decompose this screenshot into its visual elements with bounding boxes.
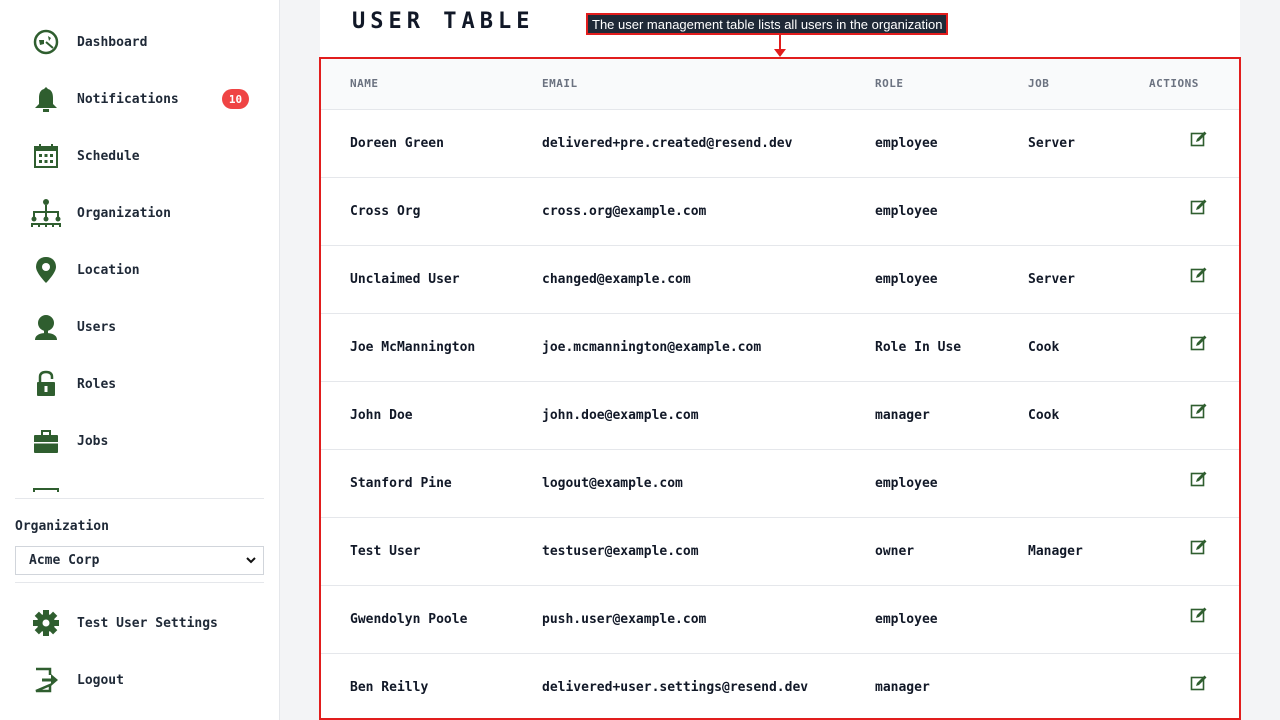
edit-user-button[interactable]: [1190, 334, 1208, 352]
sidebar-item-label: Notifications: [77, 91, 179, 107]
sidebar-item-dashboard[interactable]: [30, 22, 260, 62]
edit-user-button[interactable]: [1190, 538, 1208, 556]
column-header-actions: ACTIONS: [1139, 59, 1239, 109]
user-name-cell: Gwendolyn Poole: [350, 611, 468, 627]
column-header-role: ROLE: [875, 59, 1028, 109]
user-email-cell: delivered+user.settings@resend.dev: [542, 679, 809, 695]
user-actions-cell: [1139, 585, 1239, 653]
page-title: USER TABLE: [352, 9, 535, 34]
sidebar-item-organization[interactable]: [30, 193, 260, 233]
sidebar-item-label: Organization: [77, 205, 171, 221]
user-name-cell: Ben Reilly: [350, 679, 429, 695]
column-header-name: NAME: [321, 59, 542, 109]
org-chart-icon: [30, 197, 62, 229]
sidebar-item-label: Roles: [77, 376, 117, 392]
sidebar: [0, 0, 280, 720]
user-name-cell: Test User: [350, 543, 421, 559]
map-pin-icon: [30, 254, 62, 286]
calendar-icon: [30, 140, 62, 172]
table-row: [321, 517, 1239, 585]
table-row: [321, 381, 1239, 449]
user-role-cell: employee: [875, 475, 938, 491]
user-table: [321, 59, 1239, 720]
sidebar-item-label: Schedule: [77, 148, 140, 164]
edit-icon: [1190, 470, 1208, 488]
user-role-cell: manager: [875, 407, 930, 423]
user-job-cell: [1028, 585, 1139, 653]
edit-user-button[interactable]: [1190, 606, 1208, 624]
edit-user-button[interactable]: [1190, 266, 1208, 284]
user-job-cell: Server: [1028, 271, 1075, 287]
user-email-cell: push.user@example.com: [542, 611, 707, 627]
bell-icon: [30, 83, 62, 115]
table-row: [321, 109, 1239, 177]
user-actions-cell: [1139, 245, 1239, 313]
sidebar-item-label: Test User Settings: [77, 615, 218, 631]
organization-select-value: Acme Corp: [29, 553, 100, 568]
user-name-cell: Doreen Green: [350, 135, 444, 151]
organization-label: Organization: [15, 519, 109, 534]
edit-user-button[interactable]: [1190, 402, 1208, 420]
user-role-cell: owner: [875, 543, 915, 559]
sidebar-item-roles[interactable]: [30, 364, 260, 404]
user-name-cell: Unclaimed User: [350, 271, 460, 287]
sidebar-item-schedule[interactable]: [30, 136, 260, 176]
sidebar-item-settings[interactable]: [30, 603, 260, 643]
user-email-cell: logout@example.com: [542, 475, 683, 491]
user-actions-cell: [1139, 449, 1239, 517]
edit-icon: [1190, 130, 1208, 148]
user-email-cell: testuser@example.com: [542, 543, 699, 559]
column-header-email: EMAIL: [542, 59, 875, 109]
table-row: [321, 585, 1239, 653]
edit-icon: [1190, 538, 1208, 556]
user-email-cell: joe.mcmannington@example.com: [542, 339, 762, 355]
user-job-cell: [1028, 177, 1139, 245]
user-job-cell: Server: [1028, 135, 1075, 151]
column-header-job: JOB: [1028, 59, 1139, 109]
user-job-cell: Manager: [1028, 543, 1083, 559]
edit-user-button[interactable]: [1190, 674, 1208, 692]
notification-count-badge: 10: [222, 89, 249, 109]
user-name-cell: Cross Org: [350, 203, 421, 219]
user-email-cell: delivered+pre.created@resend.dev: [542, 135, 793, 151]
table-row: [321, 245, 1239, 313]
user-role-cell: employee: [875, 611, 938, 627]
annotation-arrow-head: [774, 49, 786, 57]
user-actions-cell: [1139, 177, 1239, 245]
user-job-cell: Cook: [1028, 407, 1060, 423]
gear-icon: [30, 607, 62, 639]
user-name-cell: John Doe: [350, 407, 413, 423]
sidebar-item-label: Jobs: [77, 433, 109, 449]
user-actions-cell: [1139, 313, 1239, 381]
user-actions-cell: [1139, 109, 1239, 177]
edit-icon: [1190, 606, 1208, 624]
sidebar-nav: [0, 0, 280, 492]
user-role-cell: Role In Use: [875, 339, 962, 355]
briefcase-icon: [30, 425, 62, 457]
user-job-cell: Cook: [1028, 339, 1060, 355]
user-actions-cell: [1139, 517, 1239, 585]
sidebar-item-label: Logout: [77, 672, 124, 688]
logout-icon: [30, 664, 62, 696]
user-role-cell: employee: [875, 271, 938, 287]
table-row: [321, 653, 1239, 720]
edit-icon: [1190, 198, 1208, 216]
sidebar-item-users[interactable]: [30, 307, 260, 347]
annotation-tooltip: The user management table lists all users in the organization: [586, 13, 948, 35]
edit-user-button[interactable]: [1190, 198, 1208, 216]
user-name-cell: Joe McMannington: [350, 339, 476, 355]
user-email-cell: john.doe@example.com: [542, 407, 699, 423]
table-row: [321, 313, 1239, 381]
lock-icon: [30, 368, 62, 400]
user-job-cell: [1028, 449, 1139, 517]
user-role-cell: employee: [875, 135, 938, 151]
sidebar-divider: [15, 582, 264, 583]
user-role-cell: employee: [875, 203, 938, 219]
clipped-nav-icon: [33, 488, 59, 492]
table-row: [321, 449, 1239, 517]
edit-icon: [1190, 402, 1208, 420]
edit-icon: [1190, 266, 1208, 284]
sidebar-item-logout[interactable]: [30, 660, 260, 700]
table-header-row: [321, 59, 1239, 109]
dashboard-icon: [30, 26, 62, 58]
user-email-cell: cross.org@example.com: [542, 203, 707, 219]
organization-select[interactable]: [15, 546, 264, 575]
sidebar-item-label: Users: [77, 319, 117, 335]
user-name-cell: Stanford Pine: [350, 475, 452, 491]
user-actions-cell: [1139, 653, 1239, 720]
sidebar-item-jobs[interactable]: [30, 421, 260, 461]
user-role-cell: manager: [875, 679, 930, 695]
edit-user-button[interactable]: [1190, 470, 1208, 488]
table-row: [321, 177, 1239, 245]
user-icon: [30, 311, 62, 343]
user-table-body: [321, 109, 1239, 720]
sidebar-item-label: Location: [77, 262, 140, 278]
user-job-cell: [1028, 653, 1139, 720]
edit-icon: [1190, 334, 1208, 352]
sidebar-item-location[interactable]: [30, 250, 260, 290]
sidebar-divider: [15, 498, 264, 499]
edit-user-button[interactable]: [1190, 130, 1208, 148]
user-actions-cell: [1139, 381, 1239, 449]
chevron-down-icon: [245, 554, 257, 566]
sidebar-item-notifications[interactable]: [30, 79, 260, 119]
sidebar-item-label: Dashboard: [77, 34, 148, 50]
edit-icon: [1190, 674, 1208, 692]
user-email-cell: changed@example.com: [542, 271, 691, 287]
